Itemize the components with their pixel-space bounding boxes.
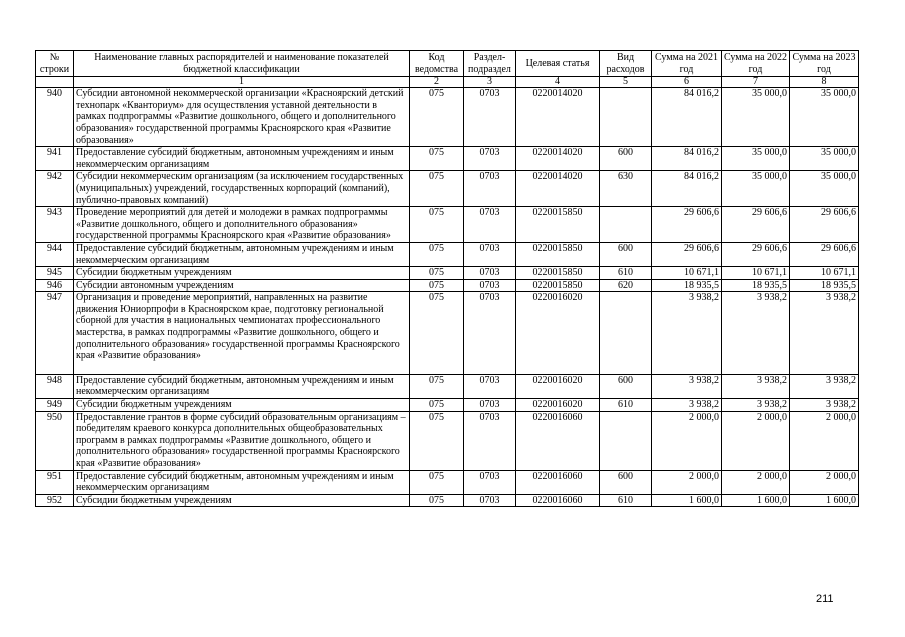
row-number-cell: 948: [36, 374, 74, 398]
target-item-cell: 0220016020: [516, 292, 600, 375]
table-row: [36, 171, 859, 207]
department-code-cell: 075: [410, 242, 464, 266]
header-cell-department-code: Код ведомства: [410, 51, 464, 77]
row-number-cell: 943: [36, 207, 74, 243]
section-cell: 0703: [464, 267, 516, 280]
sum-2021-cell: 3 938,2: [652, 292, 722, 375]
sum-2022-cell: 10 671,1: [722, 267, 790, 280]
target-item-cell: 0220016060: [516, 411, 600, 470]
target-item-cell: 0220016060: [516, 470, 600, 494]
column-number: 2: [410, 77, 464, 88]
sum-2022-cell: 2 000,0: [722, 411, 790, 470]
sum-2022-cell: 3 938,2: [722, 399, 790, 412]
row-name-cell: Субсидии бюджетным учреждениям: [74, 267, 410, 280]
row-number-cell: 941: [36, 147, 74, 171]
sum-2023-cell: 35 000,0: [790, 171, 859, 207]
section-cell: 0703: [464, 171, 516, 207]
sum-2022-cell: 1 600,0: [722, 494, 790, 507]
department-code-cell: 075: [410, 267, 464, 280]
header-cell-sum-2022: Сумма на 2022 год: [722, 51, 790, 77]
sum-2021-cell: 29 606,6: [652, 242, 722, 266]
target-item-cell: 0220014020: [516, 147, 600, 171]
sum-2021-cell: 84 016,2: [652, 88, 722, 147]
expense-type-cell: 600: [600, 147, 652, 171]
table-row: [36, 374, 859, 398]
department-code-cell: 075: [410, 374, 464, 398]
table-row: [36, 279, 859, 292]
department-code-cell: 075: [410, 207, 464, 243]
sum-2023-cell: 1 600,0: [790, 494, 859, 507]
row-number-cell: 940: [36, 88, 74, 147]
sum-2021-cell: 10 671,1: [652, 267, 722, 280]
sum-2022-cell: 35 000,0: [722, 171, 790, 207]
section-cell: 0703: [464, 207, 516, 243]
header-cell-sum-2021: Сумма на 2021 год: [652, 51, 722, 77]
target-item-cell: 0220016020: [516, 374, 600, 398]
table-row: [36, 267, 859, 280]
page-number: 211: [816, 593, 834, 605]
target-item-cell: 0220015850: [516, 207, 600, 243]
sum-2023-cell: 35 000,0: [790, 147, 859, 171]
column-number-row: [36, 77, 859, 88]
expense-type-cell: [600, 292, 652, 375]
sum-2023-cell: 10 671,1: [790, 267, 859, 280]
sum-2023-cell: 3 938,2: [790, 292, 859, 375]
expense-type-cell: 610: [600, 399, 652, 412]
row-number-cell: 950: [36, 411, 74, 470]
sum-2021-cell: 2 000,0: [652, 470, 722, 494]
column-number: 6: [652, 77, 722, 88]
sum-2022-cell: 18 935,5: [722, 279, 790, 292]
row-name-cell: Предоставление грантов в форме субсидий образовательным организациям – победителям краевого конкурса дополнительных общеобразовательных программ в рамках подпрограммы «Развитие дошкольного, общего и дополнительного образования» государственной программы Красноярского края «Развитие образования»: [74, 411, 410, 470]
expense-type-cell: 630: [600, 171, 652, 207]
sum-2023-cell: 2 000,0: [790, 411, 859, 470]
department-code-cell: 075: [410, 411, 464, 470]
row-name-cell: Предоставление субсидий бюджетным, автономным учреждениям и иным некоммерческим организациям: [74, 470, 410, 494]
row-number-cell: 942: [36, 171, 74, 207]
sum-2021-cell: 84 016,2: [652, 171, 722, 207]
section-cell: 0703: [464, 374, 516, 398]
expense-type-cell: [600, 207, 652, 243]
sum-2023-cell: 29 606,6: [790, 242, 859, 266]
sum-2021-cell: 29 606,6: [652, 207, 722, 243]
department-code-cell: 075: [410, 88, 464, 147]
header-cell-expense-type: Вид расходов: [600, 51, 652, 77]
table-header: [36, 51, 859, 88]
sum-2023-cell: 2 000,0: [790, 470, 859, 494]
header-cell-name: Наименование главных распорядителей и наименование показателей бюджетной классификации: [74, 51, 410, 77]
department-code-cell: 075: [410, 147, 464, 171]
expense-type-cell: 610: [600, 494, 652, 507]
section-cell: 0703: [464, 470, 516, 494]
row-name-cell: Субсидии автономным учреждениям: [74, 279, 410, 292]
sum-2022-cell: 35 000,0: [722, 147, 790, 171]
section-cell: 0703: [464, 242, 516, 266]
column-number: 7: [722, 77, 790, 88]
row-name-cell: Субсидии автономной некоммерческой организации «Красноярский детский технопарк «Кванториум» для осуществления уставной деятельности в рамках подпрограммы «Развитие дошкольного, общего и дополнительного образования» государственной программы Красноярского края «Развитие образования»: [74, 88, 410, 147]
table-row: [36, 147, 859, 171]
table-row: [36, 399, 859, 412]
header-cell-section: Раздел-подраздел: [464, 51, 516, 77]
target-item-cell: 0220014020: [516, 171, 600, 207]
table-row: [36, 242, 859, 266]
section-cell: 0703: [464, 494, 516, 507]
row-name-cell: Предоставление субсидий бюджетным, автономным учреждениям и иным некоммерческим организациям: [74, 374, 410, 398]
sum-2023-cell: 3 938,2: [790, 374, 859, 398]
target-item-cell: 0220016020: [516, 399, 600, 412]
sum-2023-cell: 3 938,2: [790, 399, 859, 412]
expense-type-cell: 610: [600, 267, 652, 280]
section-cell: 0703: [464, 279, 516, 292]
target-item-cell: 0220015850: [516, 242, 600, 266]
department-code-cell: 075: [410, 399, 464, 412]
row-name-cell: Проведение мероприятий для детей и молодежи в рамках подпрограммы «Развитие дошкольного, общего и дополнительного образования» государственной программы Красноярского края «Развитие образования»: [74, 207, 410, 243]
sum-2022-cell: 29 606,6: [722, 242, 790, 266]
row-number-cell: 945: [36, 267, 74, 280]
sum-2022-cell: 3 938,2: [722, 292, 790, 375]
section-cell: 0703: [464, 88, 516, 147]
department-code-cell: 075: [410, 494, 464, 507]
department-code-cell: 075: [410, 279, 464, 292]
row-name-cell: Предоставление субсидий бюджетным, автономным учреждениям и иным некоммерческим организациям: [74, 242, 410, 266]
target-item-cell: 0220014020: [516, 88, 600, 147]
expense-type-cell: 620: [600, 279, 652, 292]
row-number-cell: 944: [36, 242, 74, 266]
header-cell-sum-2023: Сумма на 2023 год: [790, 51, 859, 77]
sum-2022-cell: 2 000,0: [722, 470, 790, 494]
sum-2021-cell: 3 938,2: [652, 374, 722, 398]
target-item-cell: 0220015850: [516, 267, 600, 280]
table-row: [36, 494, 859, 507]
header-row: [36, 51, 859, 77]
row-number-cell: 947: [36, 292, 74, 375]
table-row: [36, 411, 859, 470]
table-body: [36, 88, 859, 507]
sum-2022-cell: 35 000,0: [722, 88, 790, 147]
header-cell-row-number: № строки: [36, 51, 74, 77]
row-name-cell: Субсидии бюджетным учреждениям: [74, 399, 410, 412]
table-row: [36, 292, 859, 375]
department-code-cell: 075: [410, 470, 464, 494]
department-code-cell: 075: [410, 292, 464, 375]
section-cell: 0703: [464, 399, 516, 412]
column-number: [36, 77, 74, 88]
sum-2022-cell: 29 606,6: [722, 207, 790, 243]
row-number-cell: 949: [36, 399, 74, 412]
row-name-cell: Субсидии некоммерческим организациям (за исключением государственных (муниципальных) учреждений, государственных корпораций (компаний), публично-правовых компаний): [74, 171, 410, 207]
row-number-cell: 952: [36, 494, 74, 507]
sum-2021-cell: 3 938,2: [652, 399, 722, 412]
row-number-cell: 951: [36, 470, 74, 494]
sum-2021-cell: 18 935,5: [652, 279, 722, 292]
table-row: [36, 470, 859, 494]
row-name-cell: Организация и проведение мероприятий, направленных на развитие движения Юниорпрофи в Красноярском крае, подготовку региональной сборной для участия в национальных чемпионатах профессионального мастерства, в рамках подпрограммы «Развитие дошкольного, общего и дополнительного образования» государственной программы Красноярского края «Развитие образования»: [74, 292, 410, 375]
expense-type-cell: 600: [600, 374, 652, 398]
table-row: [36, 88, 859, 147]
target-item-cell: 0220016060: [516, 494, 600, 507]
table-row: [36, 207, 859, 243]
sum-2021-cell: 84 016,2: [652, 147, 722, 171]
sum-2023-cell: 29 606,6: [790, 207, 859, 243]
sum-2021-cell: 2 000,0: [652, 411, 722, 470]
section-cell: 0703: [464, 411, 516, 470]
expense-type-cell: 600: [600, 470, 652, 494]
department-code-cell: 075: [410, 171, 464, 207]
column-number: 4: [516, 77, 600, 88]
column-number: 1: [74, 77, 410, 88]
target-item-cell: 0220015850: [516, 279, 600, 292]
header-cell-target-item: Целевая статья: [516, 51, 600, 77]
column-number: 3: [464, 77, 516, 88]
expense-type-cell: 600: [600, 242, 652, 266]
column-number: 5: [600, 77, 652, 88]
column-number: 8: [790, 77, 859, 88]
row-name-cell: Субсидии бюджетным учреждениям: [74, 494, 410, 507]
row-number-cell: 946: [36, 279, 74, 292]
sum-2023-cell: 35 000,0: [790, 88, 859, 147]
sum-2023-cell: 18 935,5: [790, 279, 859, 292]
budget-table: [35, 50, 859, 507]
expense-type-cell: [600, 411, 652, 470]
sum-2021-cell: 1 600,0: [652, 494, 722, 507]
expense-type-cell: [600, 88, 652, 147]
row-name-cell: Предоставление субсидий бюджетным, автономным учреждениям и иным некоммерческим организациям: [74, 147, 410, 171]
section-cell: 0703: [464, 292, 516, 375]
sum-2022-cell: 3 938,2: [722, 374, 790, 398]
section-cell: 0703: [464, 147, 516, 171]
